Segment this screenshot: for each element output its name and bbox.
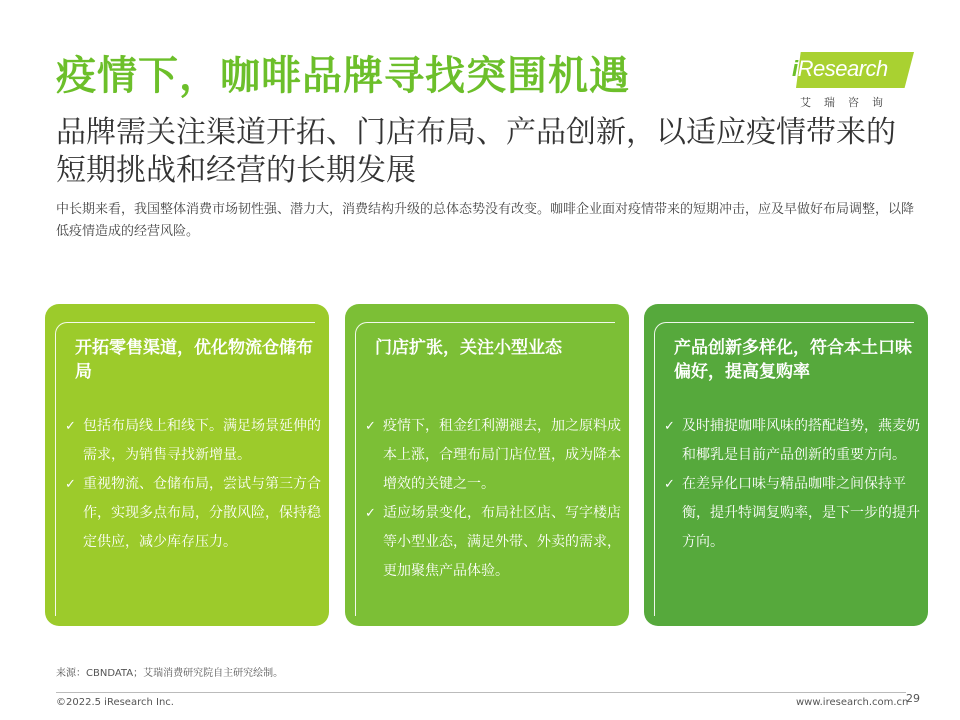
footer-divider (56, 692, 906, 693)
logo-chinese: 艾瑞咨询 (800, 96, 896, 109)
check-icon: ✓ (365, 506, 376, 521)
list-item (365, 499, 621, 586)
card-title: 产品创新多样化，符合本土口味偏好，提高复购率 (674, 338, 912, 382)
card-product-innovation (644, 304, 928, 626)
list-item (65, 470, 321, 557)
card-store-expansion (345, 304, 629, 626)
list-item-text: 重视物流、仓储布局，尝试与第三方合作，实现多点布局，分散风险，保持稳定供应，减少库存压力。 (83, 476, 321, 550)
card-title: 门店扩张，关注小型业态 (375, 338, 562, 358)
page-subtitle: 品牌需关注渠道开拓、门店布局、产品创新，以适应疫情带来的短期挑战和经营的长期发展 (56, 115, 896, 188)
list-item-text: 疫情下，租金红利潮褪去，加之原料成本上涨，合理布局门店位置，成为降本增效的关键之一。 (383, 418, 621, 492)
card-bullet-list (365, 412, 621, 586)
intro-text: 中长期来看，我国整体消费市场韧性强、潜力大，消费结构升级的总体态势没有改变。咖啡企业面对疫情带来的短期冲击，应及早做好布局调整，以降低疫情造成的经营风险。 (56, 202, 915, 239)
source-note: 来源：CBNDATA；艾瑞消费研究院自主研究绘制。 (56, 668, 284, 679)
card-bullet-list (65, 412, 321, 557)
list-item (365, 412, 621, 499)
check-icon: ✓ (664, 419, 675, 434)
list-item-text: 适应场景变化，布局社区店、写字楼店等小型业态，满足外带、外卖的需求，更加聚焦产品体验。 (383, 505, 621, 579)
card-title: 开拓零售渠道，优化物流仓储布局 (75, 338, 313, 382)
check-icon: ✓ (65, 419, 76, 434)
website-link[interactable]: www.iresearch.com.cn (796, 697, 909, 708)
check-icon: ✓ (365, 419, 376, 434)
card-retail-channel (45, 304, 329, 626)
page-title: 疫情下，咖啡品牌寻找突围机遇 (56, 53, 630, 99)
logo (790, 52, 920, 112)
logo-name: Research (797, 56, 888, 81)
copyright: ©2022.5 iResearch Inc. (56, 697, 174, 708)
logo-text (792, 56, 888, 82)
list-item (664, 412, 920, 470)
page-number: 29 (906, 692, 920, 705)
list-item (65, 412, 321, 470)
list-item-text: 包括布局线上和线下。满足场景延伸的需求，为销售寻找新增量。 (83, 418, 321, 463)
check-icon: ✓ (664, 477, 675, 492)
list-item-text: 在差异化口味与精品咖啡之间保持平衡，提升特调复购率，是下一步的提升方向。 (682, 476, 920, 550)
list-item-text: 及时捕捉咖啡风味的搭配趋势，燕麦奶和椰乳是目前产品创新的重要方向。 (682, 418, 920, 463)
card-bullet-list (664, 412, 920, 557)
logo-prefix: i (792, 56, 798, 81)
list-item (664, 470, 920, 557)
check-icon: ✓ (65, 477, 76, 492)
